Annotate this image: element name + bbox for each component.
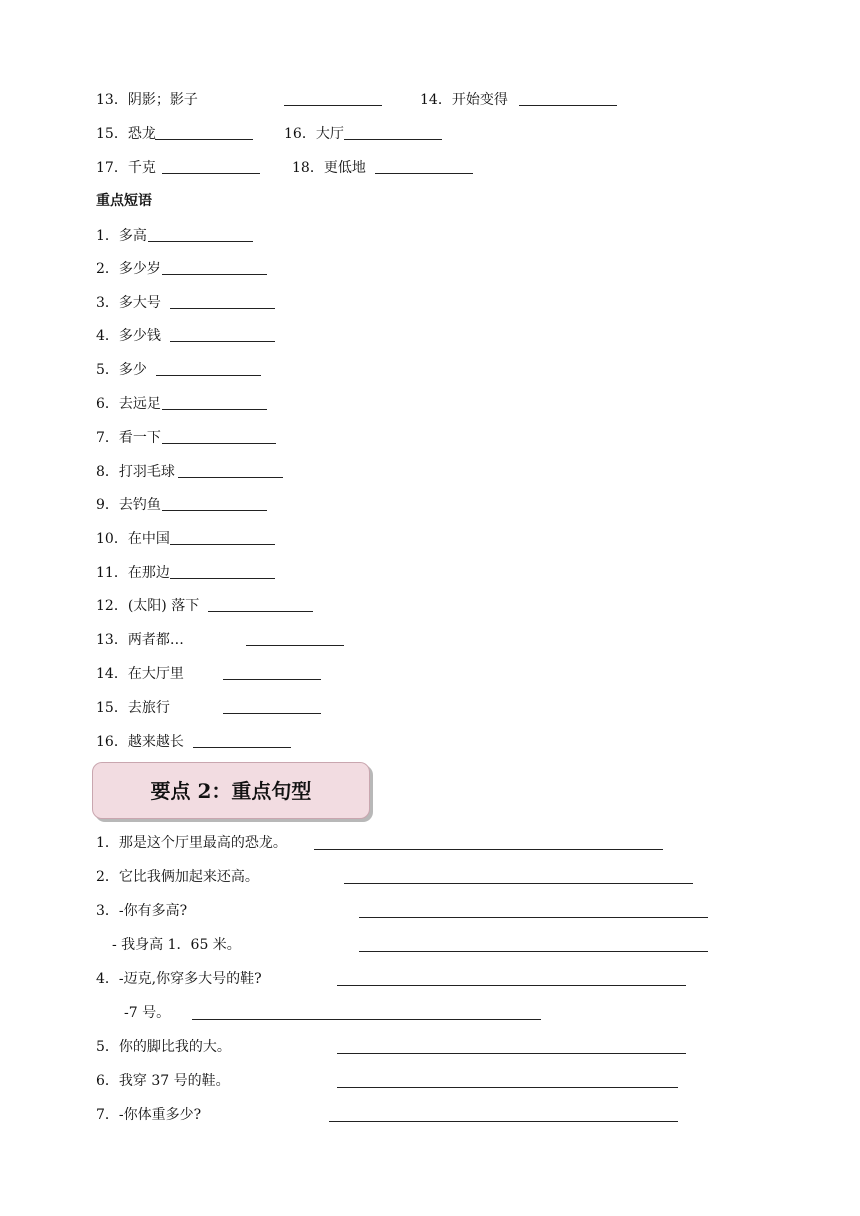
phrase-item — [96, 463, 175, 481]
answer-blank[interactable] — [359, 917, 708, 918]
phrase-item — [96, 327, 161, 345]
answer-blank[interactable] — [156, 375, 261, 376]
vocab-item — [420, 91, 508, 109]
answer-blank[interactable] — [329, 1121, 678, 1122]
phrase-label: 2．多少岁 — [96, 261, 161, 277]
vocab-label: 15．恐龙 — [96, 126, 156, 142]
vocab-label: 18．更低地 — [292, 160, 366, 176]
sentence-label: - 我身高 1．65 米。 — [112, 937, 241, 953]
answer-blank[interactable] — [170, 544, 275, 545]
vocab-item — [96, 91, 198, 109]
answer-blank[interactable] — [170, 308, 275, 309]
sentence-label: 5．你的脚比我的大。 — [96, 1039, 231, 1055]
vocab-label: 16．大厅 — [284, 126, 344, 142]
sentence-item — [96, 868, 259, 886]
sentence-label: 2．它比我俩加起来还高。 — [96, 869, 259, 885]
answer-blank[interactable] — [359, 951, 708, 952]
phrase-item — [96, 665, 184, 683]
sentence-label: 7．-你体重多少? — [96, 1107, 202, 1123]
sentence-label: 3．-你有多高? — [96, 903, 188, 919]
phrase-item — [96, 597, 199, 615]
answer-blank[interactable] — [223, 713, 321, 714]
answer-blank[interactable] — [170, 578, 275, 579]
vocab-item — [96, 125, 156, 143]
phrase-item — [96, 699, 170, 717]
phrase-label: 13．两者都… — [96, 632, 184, 648]
phrase-item — [96, 260, 161, 278]
sentence-label: 1．那是这个厅里最高的恐龙。 — [96, 835, 287, 851]
vocab-item — [284, 125, 344, 143]
answer-blank[interactable] — [344, 883, 693, 884]
answer-blank[interactable] — [519, 105, 617, 106]
answer-blank[interactable] — [375, 173, 473, 174]
answer-blank[interactable] — [192, 1019, 541, 1020]
answer-blank[interactable] — [162, 510, 267, 511]
phrases-heading: 重点短语 — [96, 193, 152, 209]
answer-blank[interactable] — [193, 747, 291, 748]
answer-blank[interactable] — [284, 105, 382, 106]
sentence-item — [96, 1038, 231, 1056]
phrase-item — [96, 733, 184, 751]
sentence-label: 4．-迈克,你穿多大号的鞋? — [96, 971, 262, 987]
answer-blank[interactable] — [337, 1087, 678, 1088]
answer-blank[interactable] — [148, 241, 253, 242]
phrase-label: 10．在中国 — [96, 531, 170, 547]
sentence-label: -7 号。 — [124, 1005, 171, 1021]
answer-blank[interactable] — [178, 477, 283, 478]
answer-blank[interactable] — [223, 679, 321, 680]
vocab-label: 17．千克 — [96, 160, 156, 176]
phrase-label: 15．去旅行 — [96, 700, 170, 716]
phrase-item — [96, 530, 170, 548]
phrase-label: 11．在那边 — [96, 565, 170, 581]
sentence-item — [96, 1072, 230, 1090]
phrase-item — [96, 294, 161, 312]
answer-blank[interactable] — [314, 849, 663, 850]
phrase-label: 7．看一下 — [96, 430, 161, 446]
answer-blank[interactable] — [337, 985, 686, 986]
phrase-label: 4．多少钱 — [96, 328, 161, 344]
phrase-item — [96, 361, 147, 379]
section-banner — [92, 762, 370, 819]
phrase-label: 16．越来越长 — [96, 734, 184, 750]
phrase-label: 6．去远足 — [96, 396, 161, 412]
answer-blank[interactable] — [344, 139, 442, 140]
sentence-item — [96, 834, 287, 852]
phrase-label: 1．多高 — [96, 228, 147, 244]
sentence-label: 6．我穿 37 号的鞋。 — [96, 1073, 230, 1089]
sentence-item — [96, 970, 262, 988]
phrase-item — [96, 496, 161, 514]
phrase-item — [96, 564, 170, 582]
answer-blank[interactable] — [155, 139, 253, 140]
answer-blank[interactable] — [162, 443, 276, 444]
answer-blank[interactable] — [246, 645, 344, 646]
phrase-label: 14．在大厅里 — [96, 666, 184, 682]
sentence-item — [96, 1106, 201, 1124]
sentence-item — [112, 936, 241, 954]
answer-blank[interactable] — [208, 611, 313, 612]
phrase-item — [96, 395, 161, 413]
phrase-item — [96, 429, 161, 447]
phrase-label: 3．多大号 — [96, 295, 161, 311]
answer-blank[interactable] — [162, 173, 260, 174]
phrase-item — [96, 631, 184, 649]
phrase-label: 5．多少 — [96, 362, 147, 378]
phrase-label: 9．去钓鱼 — [96, 497, 161, 513]
phrase-item — [96, 227, 147, 245]
answer-blank[interactable] — [170, 341, 275, 342]
vocab-item — [292, 159, 366, 177]
phrase-label: 8．打羽毛球 — [96, 464, 175, 480]
phrase-label: 12．(太阳) 落下 — [96, 598, 200, 614]
vocab-label: 13．阴影；影子 — [96, 92, 198, 108]
section-banner-title: 要点 2：重点句型 — [150, 779, 312, 803]
answer-blank[interactable] — [337, 1053, 686, 1054]
sentence-item — [124, 1004, 170, 1022]
answer-blank[interactable] — [162, 274, 267, 275]
vocab-label: 14．开始变得 — [420, 92, 508, 108]
vocab-item — [96, 159, 156, 177]
sentence-item — [96, 902, 187, 920]
answer-blank[interactable] — [162, 409, 267, 410]
